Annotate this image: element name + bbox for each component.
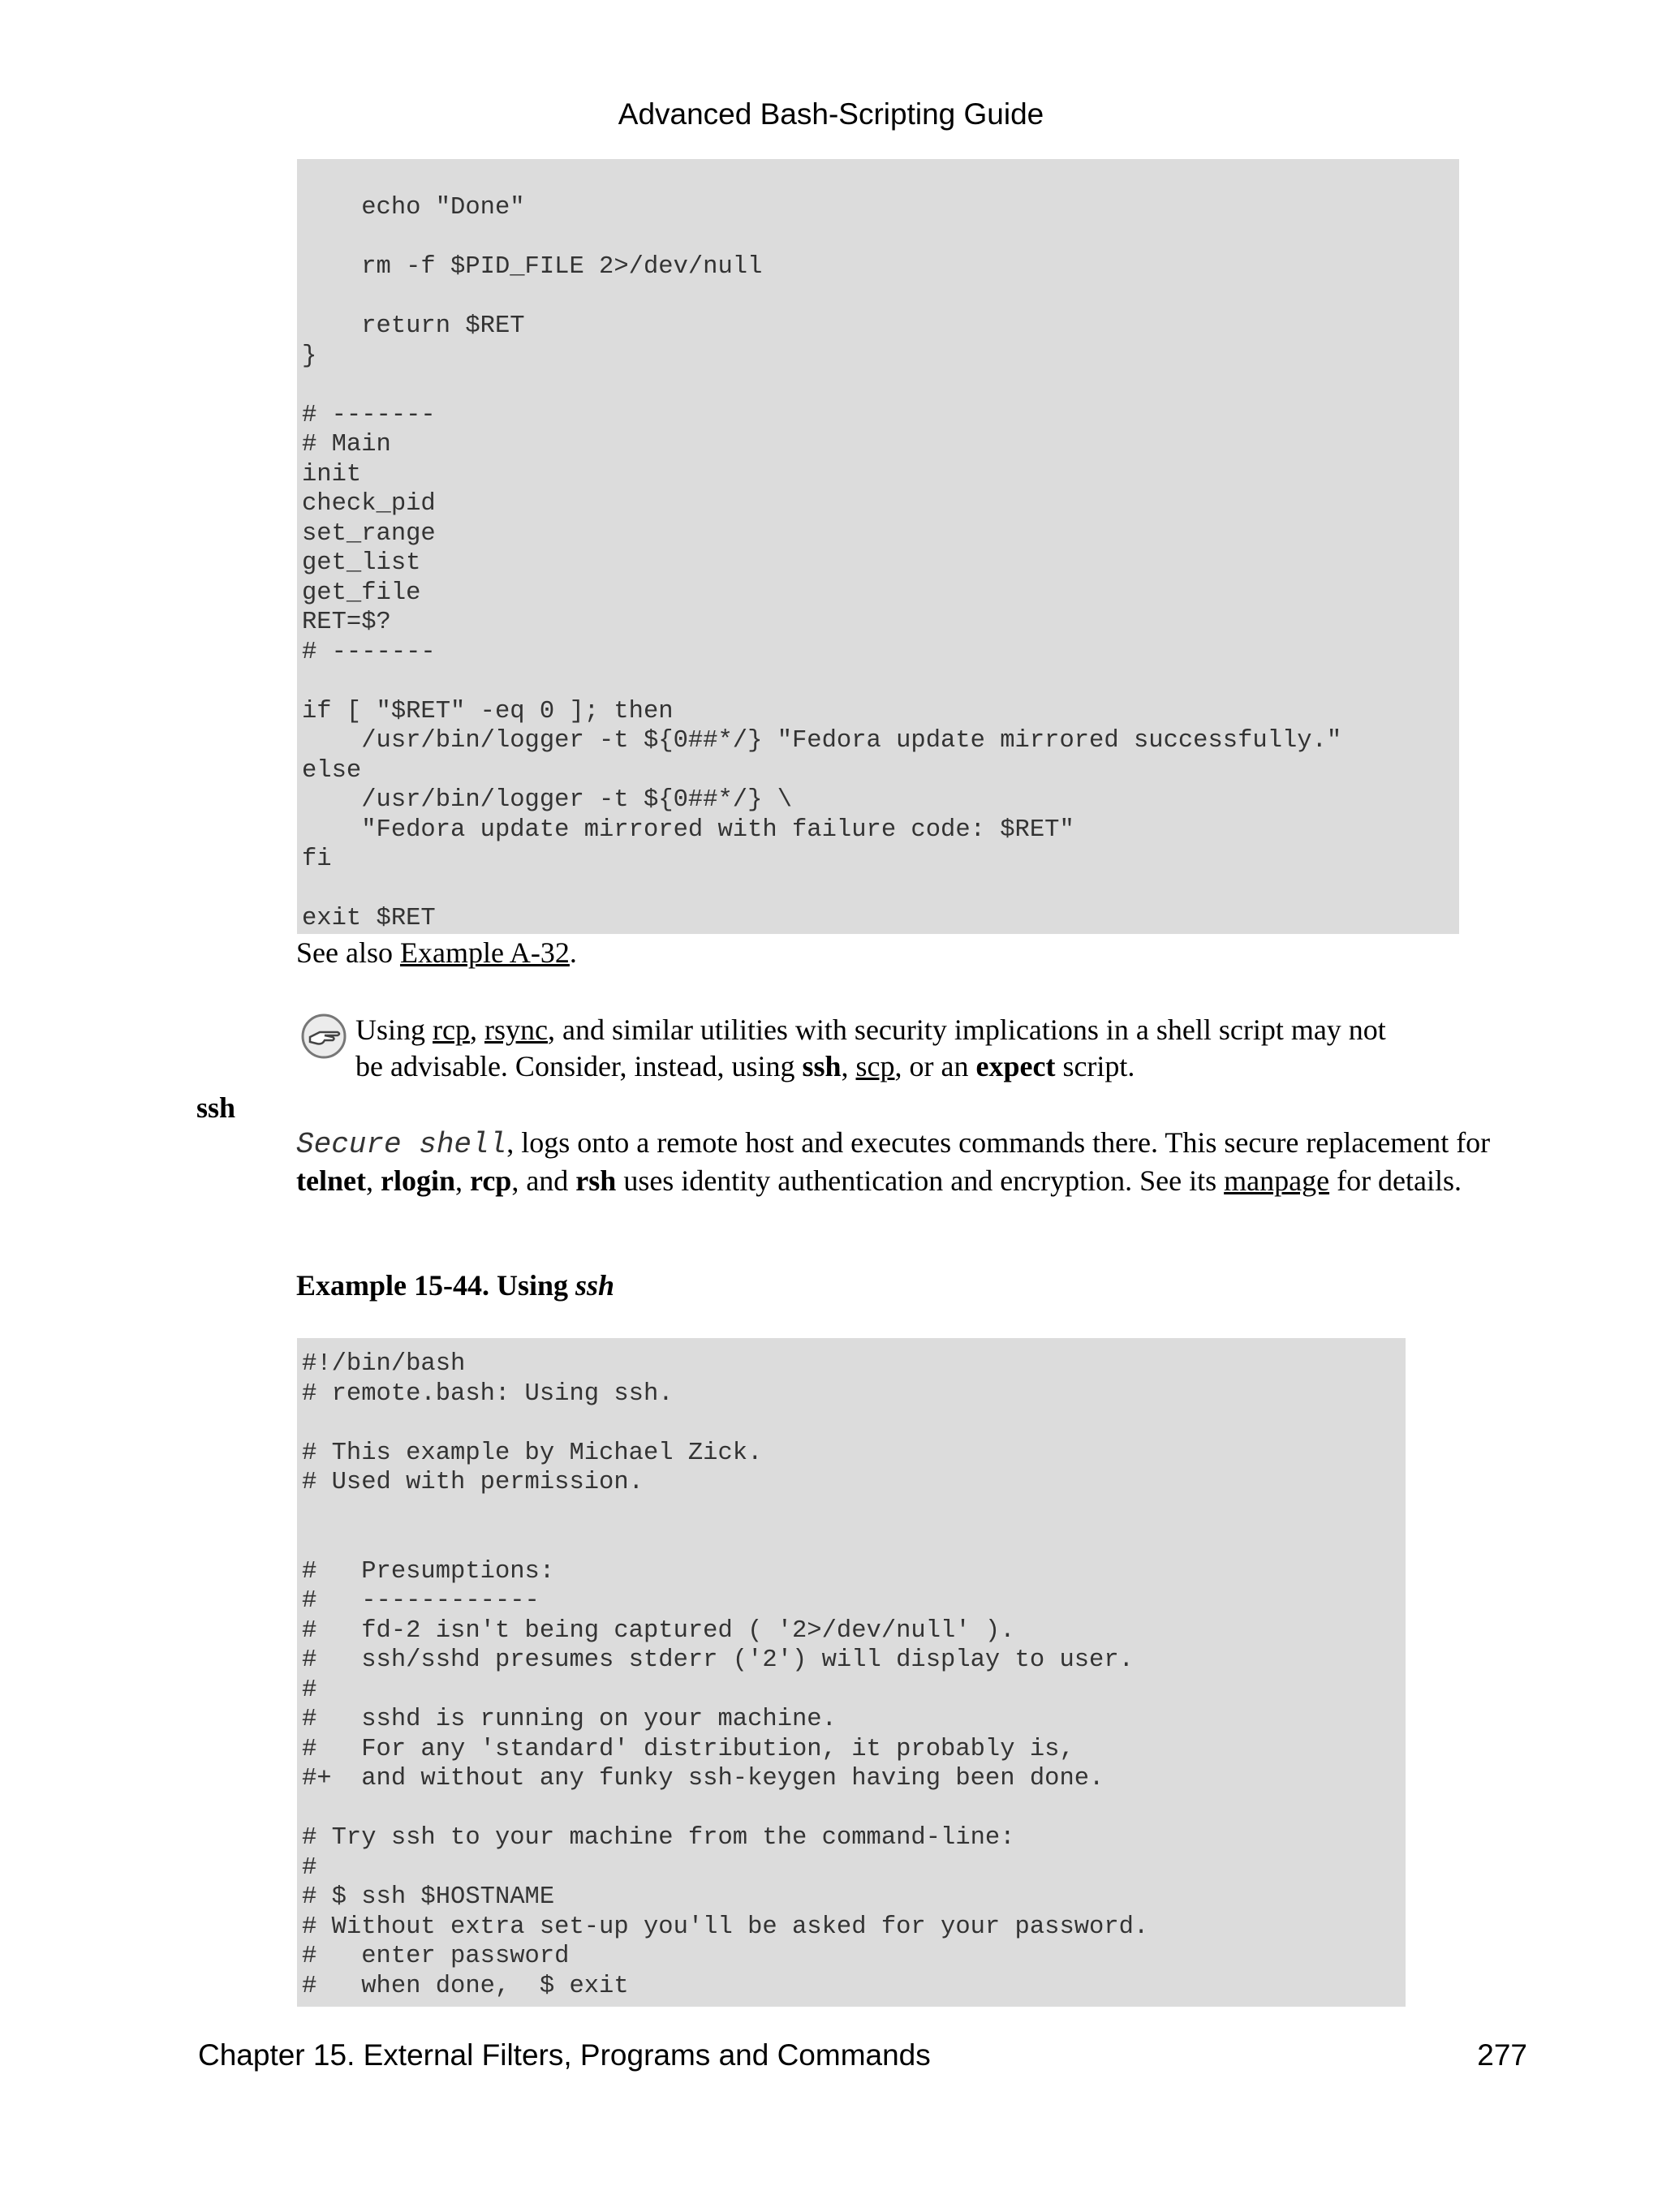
rcp-link[interactable]: rcp	[433, 1013, 470, 1046]
footer-page-number: 277	[1477, 2038, 1527, 2072]
scp-link[interactable]: scp	[855, 1050, 895, 1082]
manpage-link[interactable]: manpage	[1224, 1164, 1330, 1197]
code-block-mirror-script	[297, 159, 1459, 934]
pointing-hand-note-icon	[300, 1013, 347, 1060]
example-title: Example 15-44. Using ssh	[296, 1269, 615, 1302]
example-a32-link[interactable]: Example A-32	[399, 936, 570, 969]
ssh-description: Secure shell, logs onto a remote host and executes commands there. This secure replacement for telnet, rlogin, rcp, and rsh uses identity authentication and encryption. See its manpage for details.	[296, 1126, 1491, 1197]
security-note: Using rcp, rsync, and similar utilities with security implications in a shell script may not be advisable. Consider, instead, using ssh, scp, or an expect script.	[355, 1013, 1386, 1082]
rsync-link[interactable]: rsync	[484, 1013, 548, 1046]
code-text: echo "Done" rm -f $PID_FILE 2>/dev/null return $RET } # ------- # Main init check_pid set_range get_list get_file RET=$? # ------- if [ "$RET" -eq 0 ]; then /usr/bin/logger -t ${0##*/} "Fedora update mirrored successfully." else /usr/bin/logger -t ${0##*/} \ "Fedora update mirrored with failure code: $RET" fi exit $RET	[302, 194, 1342, 932]
code-text: #!/bin/bash # remote.bash: Using ssh. # This example by Michael Zick. # Used with permission. # Presumptions: # ------------ # fd-2 isn't being captured ( '2>/dev/null' ). # ssh/sshd presumes stderr ('2') will display to user. # # sshd is running on your machine. # For any 'standard' distribution, it probably is, #+ and without any funky ssh-keygen having been done. # Try ssh to your machine from the command-line: # # $ ssh $HOSTNAME # Without extra set-up you'll be asked for your password. # enter password # when done, $ exit	[302, 1350, 1149, 2000]
footer-chapter-title: Chapter 15. External Filters, Programs and Commands	[198, 2038, 931, 2072]
code-block-remote-bash	[297, 1338, 1406, 2007]
see-also-line: See also Example A-32.	[296, 936, 577, 969]
page-header: Advanced Bash-Scripting Guide	[618, 97, 1044, 131]
term-ssh: ssh	[196, 1091, 236, 1124]
